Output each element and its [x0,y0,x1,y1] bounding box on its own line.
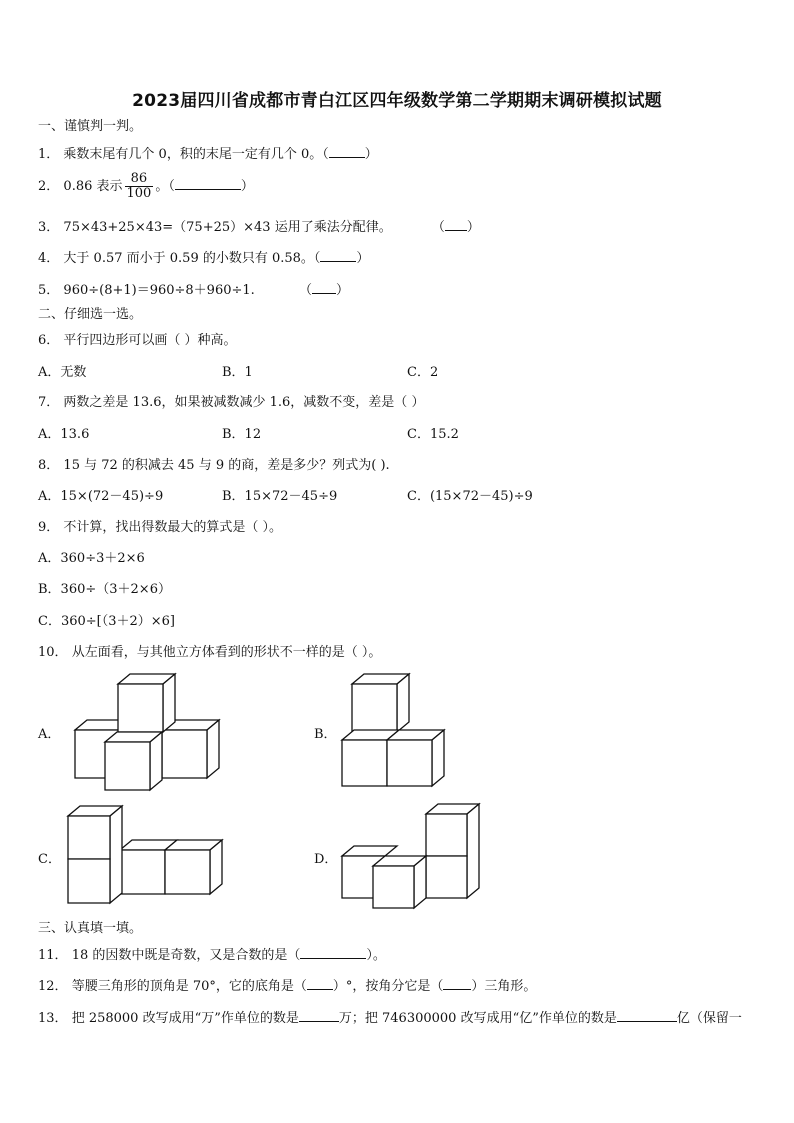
question-6 [38,332,237,350]
answer-blank[interactable] [617,1009,677,1022]
cube-figure-a[interactable] [70,670,220,792]
cube-figure-d[interactable] [340,800,485,912]
answer-blank[interactable] [307,977,333,990]
answer-blank[interactable] [300,946,366,959]
option-b[interactable]: B．12 [222,427,262,442]
option-c[interactable]: C．(15×72－45)÷9 [407,489,533,504]
option-a[interactable]: A．13.6 [38,427,90,442]
question-13: 13． 把 258000 改写成用“万”作单位的数是 万；把 746300000 改写成用“亿”作单位的数是 亿（保留一 [38,1011,742,1026]
question-number: 12． [38,979,68,994]
option-b[interactable]: B．1 [222,365,253,380]
question-text: 0.86 表示 [63,179,123,194]
question-12: 12． 等腰三角形的顶角是 70°，它的底角是（ ）°，按角分它是（ ）三角形。 [38,979,537,994]
question-5: 5． 960÷(8+1)＝960÷8＋960÷1. （ ） [38,283,349,298]
question-text: 大于 0.57 而小于 0.59 的小数只有 0.58。（ [63,251,321,266]
fraction: $\frac{86}{100}$ [126,171,152,201]
option-c[interactable]: C．15.2 [407,427,459,442]
option-c[interactable]: C．360÷[（3＋2）×6] [38,614,176,629]
question-text: 15 与 72 的积减去 45 与 9 的商，差是多少？列式为( ). [63,458,390,473]
question-text: 75×43+25×43=（75+25）×43 运用了乘法分配律。 [63,220,392,235]
option-a[interactable]: A． [38,727,61,742]
question-number: 6． [38,333,60,348]
option-b[interactable]: B．360÷（3＋2×6） [38,582,171,597]
question-number: 9． [38,520,60,535]
question-number: 2． [38,179,60,194]
cube-figure-b[interactable] [340,670,455,792]
question-text: 从左面看，与其他立方体看到的形状不一样的是（ ）。 [71,645,382,660]
option-b[interactable]: B． [314,727,337,742]
answer-blank[interactable] [443,977,471,990]
section-heading-2: 二、仔细选一选。 [38,307,143,322]
option-d[interactable]: D． [314,852,338,867]
question-2: 2． 0.86 表示 $\frac{86}{100}$ 。（ ） [38,171,254,201]
question-number: 1． [38,147,60,162]
question-4: 4． 大于 0.57 而小于 0.59 的小数只有 0.58。（ ） [38,251,370,266]
answer-blank[interactable] [299,1009,339,1022]
cube-figure-c[interactable] [65,803,220,905]
question-1: 1． 乘数末尾有几个 0，积的末尾一定有几个 0。（ ） [38,147,378,162]
answer-blank[interactable] [312,281,336,294]
question-number: 8． [38,458,60,473]
page-title: 2023届四川省成都市青白江区四年级数学第二学期期末调研模拟试题 [132,91,662,111]
question-text: 乘数末尾有几个 0，积的末尾一定有几个 0。（ [63,147,329,162]
answer-blank[interactable] [445,218,467,231]
question-3: 3． 75×43+25×43=（75+25）×43 运用了乘法分配律。 （ ） [38,220,480,235]
question-10 [38,644,381,662]
answer-blank[interactable] [175,177,241,190]
option-c[interactable]: C． [38,852,61,867]
question-9 [38,519,282,537]
answer-blank[interactable] [329,145,365,158]
question-11: 11． 18 的因数中既是奇数，又是合数的是（ ）。 [38,948,386,963]
question-number: 7． [38,395,60,410]
section-heading-3: 三、认真填一填。 [38,921,143,936]
question-number: 4． [38,251,60,266]
question-text: 平行四边形可以画（ ）种高。 [63,333,237,348]
question-number: 11． [38,948,68,963]
question-text: 两数之差是 13.6，如果被减数减少 1.6，减数不变，差是（ ） [63,395,425,410]
question-number: 5． [38,283,60,298]
option-a[interactable]: A．360÷3＋2×6 [38,551,145,566]
question-number: 13． [38,1011,68,1026]
question-7 [38,394,424,412]
question-text: 960÷(8+1)＝960÷8＋960÷1. [63,283,255,298]
question-text: 等腰三角形的顶角是 70°，它的底角是（ [71,979,307,994]
question-text: 不计算，找出得数最大的算式是（ ）。 [63,520,283,535]
question-text: 把 258000 改写成用“万”作单位的数是 [71,1011,299,1026]
option-a[interactable]: A．15×(72－45)÷9 [38,489,164,504]
option-b[interactable]: B．15×72－45÷9 [222,489,338,504]
option-c[interactable]: C．2 [407,365,439,380]
question-8 [38,457,390,475]
section-heading-1: 一、谨慎判一判。 [38,119,143,134]
answer-blank[interactable] [320,249,356,262]
option-a[interactable]: A．无数 [38,365,87,380]
question-number: 10． [38,645,68,660]
question-number: 3． [38,220,60,235]
question-text: 18 的因数中既是奇数，又是合数的是（ [71,948,301,963]
